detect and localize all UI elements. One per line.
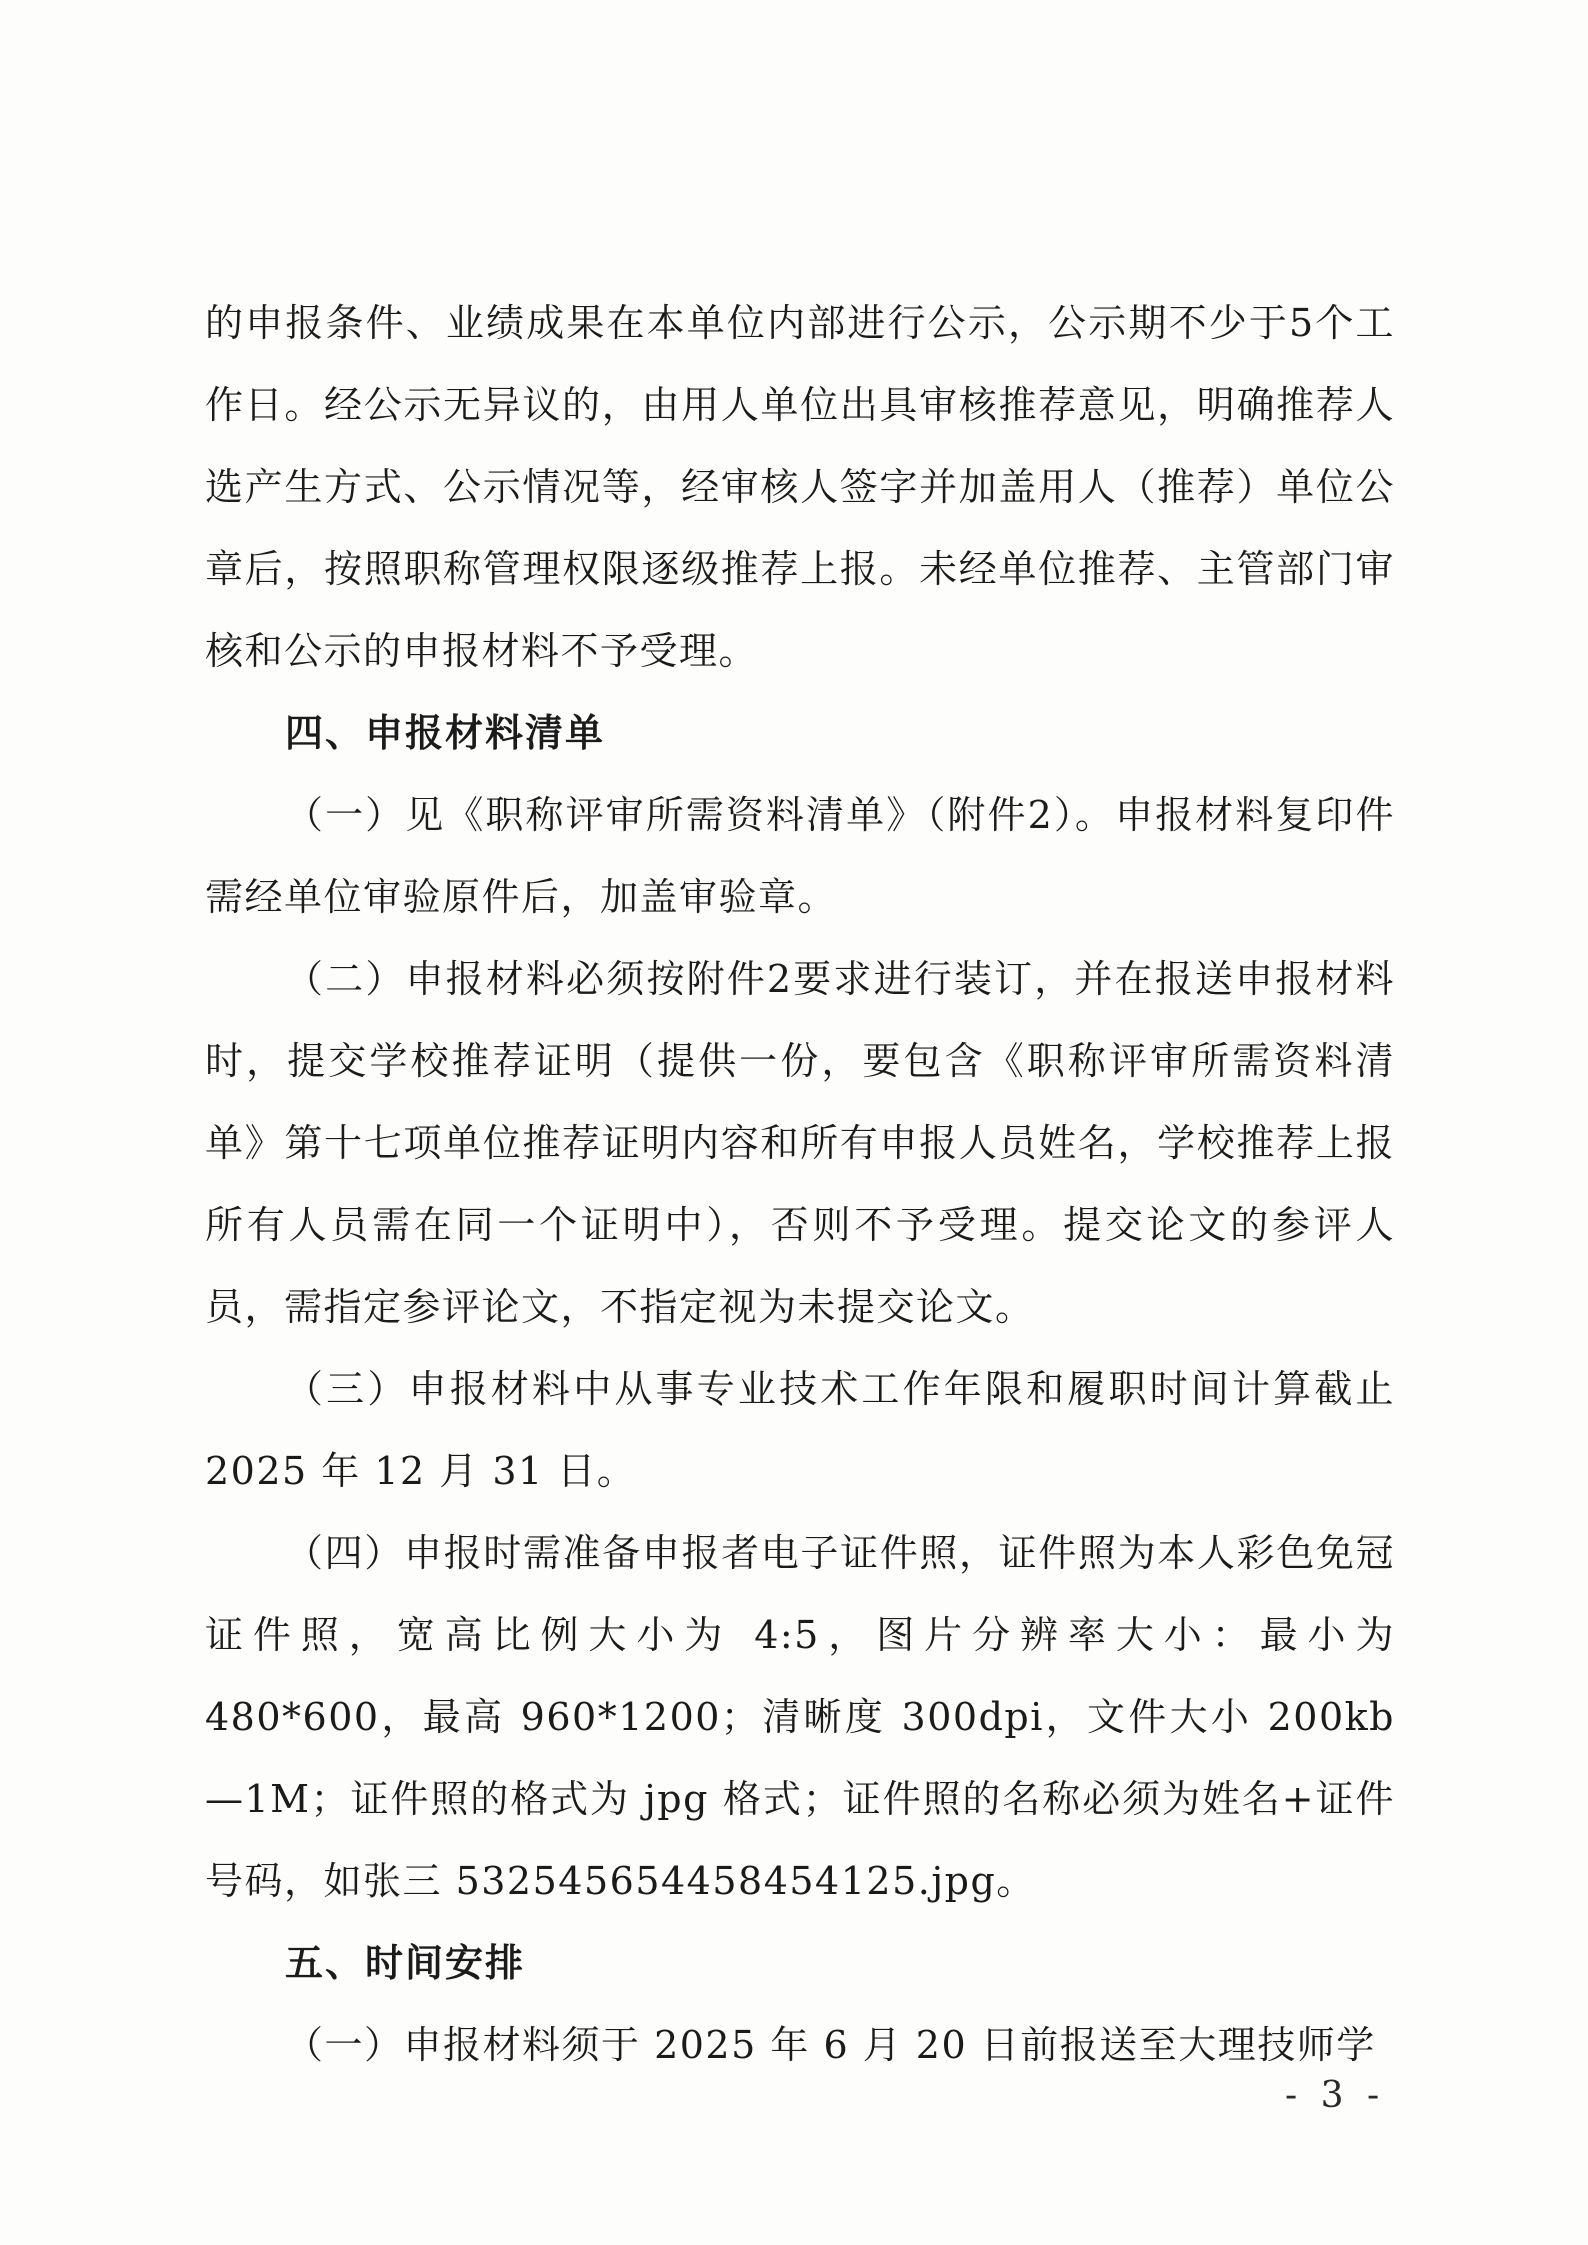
paragraph-materials-2: （二）申报材料必须按附件2要求进行装订，并在报送申报材料时，提交学校推荐证明（提供一份，要包含《职称评审所需资料清单》第十七项单位推荐证明内容和所有申报人员姓名，学校推荐上报所有人员需在同一个证明中），否则不予受理。提交论文的参评人员，需指定参评论文，不指定视为未提交论文。 (205, 957, 1395, 1329)
section-heading-materials: 四、申报材料清单 (285, 711, 606, 755)
paragraph-materials-1: （一）见《职称评审所需资料清单》（附件2）。申报材料复印件需经单位审验原件后，加盖审验章。 (205, 793, 1395, 919)
paragraph-materials-3: （三）申报材料中从事专业技术工作年限和履职时间计算截止 2025 年 12 月 31 日。 (205, 1367, 1395, 1493)
paragraph-schedule-1: （一）申报材料须于 2025 年 6 月 20 日前报送至大理技师学 (285, 2023, 1376, 2067)
paragraph-materials-4: （四）申报时需准备申报者电子证件照，证件照为本人彩色免冠证件照，宽高比例大小为 4:5，图片分辨率大小：最小为 480*600，最高 960*1200；清晰度 300dpi，文件大小 200kb—1M；证件照的格式为 jpg 格式；证件照的名称必须为姓名+证件号码，如张三 532545654458454125.jpg。 (205, 1531, 1395, 1903)
page-number: - 3 - (1285, 2075, 1386, 2116)
section-heading-schedule: 五、时间安排 (285, 1941, 526, 1985)
paragraph-publicity: 的申报条件、业绩成果在本单位内部进行公示，公示期不少于5个工作日。经公示无异议的，由用人单位出具审核推荐意见，明确推荐人选产生方式、公示情况等，经审核人签字并加盖用人（推荐）单位公章后，按照职称管理权限逐级推荐上报。未经单位推荐、主管部门审核和公示的申报材料不予受理。 (205, 301, 1395, 673)
document-body (205, 282, 1395, 2086)
